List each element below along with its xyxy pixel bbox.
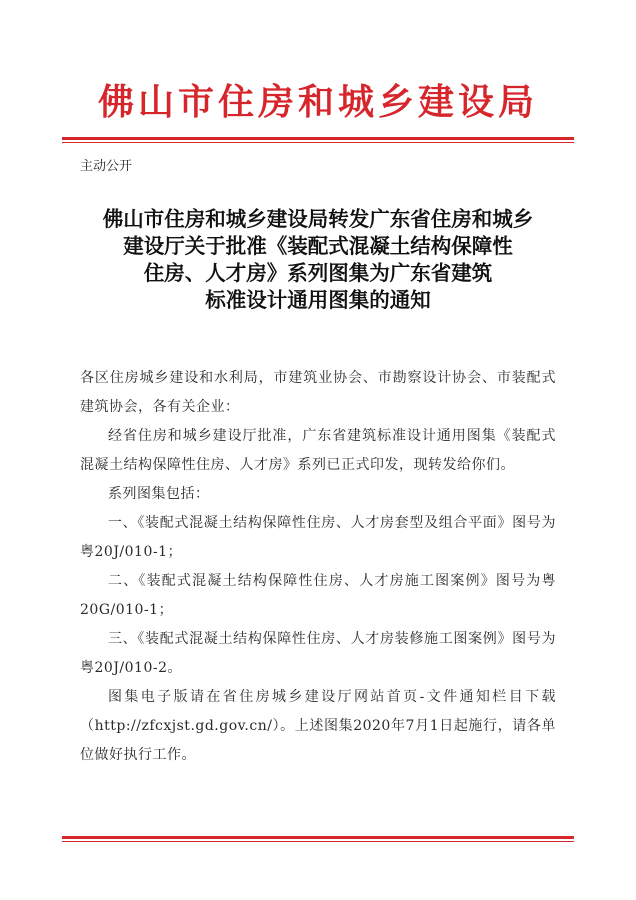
document-body: [80, 364, 556, 770]
letterhead-rule-thick: [62, 137, 574, 140]
title-line: 佛山市住房和城乡建设局转发广东省住房和城乡: [102, 207, 534, 231]
salutation: 各区住房城乡建设和水利局，市建筑业协会、市勘察设计协会、市装配式建筑协会，各有关企业：: [80, 370, 556, 415]
body-paragraph: 图集电子版请在省住房城乡建设厅网站首页-文件通知栏目下载（http://zfcxjst.gd.gov.cn/）。上述图集2020年7月1日起施行，请各单位做好执行工作。: [80, 689, 556, 763]
list-item: 三、《装配式混凝土结构保障性住房、人才房装修施工图案例》图号为粤20J/010-2。: [80, 631, 556, 676]
body-paragraph: 经省住房和城乡建设厅批准，广东省建筑标准设计通用图集《装配式混凝土结构保障性住房、人才房》系列已正式印发，现转发给你们。: [80, 428, 556, 473]
document-title: [70, 206, 566, 314]
letterhead-title: 佛山市住房和城乡建设局: [97, 81, 538, 123]
title-line: 建设厅关于批准《装配式混凝土结构保障性: [123, 234, 513, 258]
title-line: 标准设计通用图集的通知: [205, 288, 431, 312]
title-line: 住房、人才房》系列图集为广东省建筑: [143, 261, 493, 285]
list-item: 二、《装配式混凝土结构保障性住房、人才房施工图案例》图号为粤20G/010-1；: [80, 573, 556, 618]
list-item: 一、《装配式混凝土结构保障性住房、人才房套型及组合平面》图号为粤20J/010-1；: [80, 515, 556, 560]
footer-rule-thick: [62, 836, 574, 839]
body-paragraph: 系列图集包括：: [108, 486, 210, 502]
footer-rule-thin: [62, 841, 574, 842]
letterhead-rule-thin: [62, 142, 574, 143]
disclosure-label: 主动公开: [80, 159, 133, 174]
